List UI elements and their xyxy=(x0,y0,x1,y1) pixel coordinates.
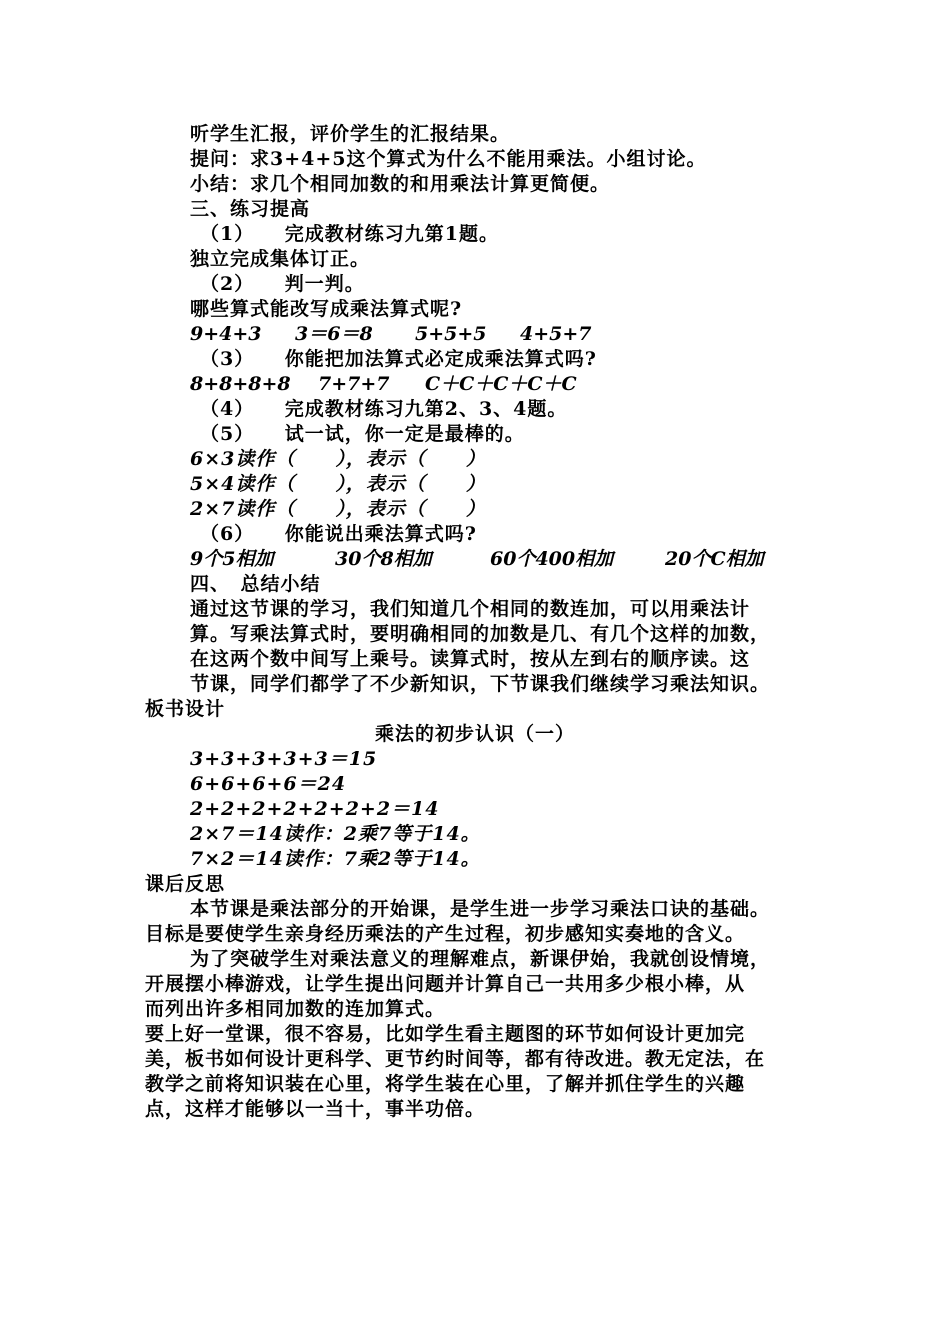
summary-line: 通过这节课的学习，我们知道几个相同的数连加，可以用乘法计 xyxy=(190,598,751,620)
exercise-item: （2） 判一判。 xyxy=(200,273,365,295)
expression: 8+8+8+8 xyxy=(190,373,291,395)
reflection-line: 点，这样才能够以一当十，事半功倍。 xyxy=(145,1098,486,1120)
reflection-line: 本节课是乘法部分的开始课，是学生进一步学习乘法口诀的基础。 xyxy=(190,898,771,920)
board-item: 2+2+2+2+2+2+2＝14 xyxy=(190,798,440,820)
text-line: 独立完成集体订正。 xyxy=(190,248,371,270)
reflection-line: 开展摆小棒游戏，让学生提出问题并计算自己一共用多少根小棒，从 xyxy=(145,973,746,995)
expression: 9个5相加 xyxy=(190,548,274,570)
fill-blank-line: 6×3读作（ ），表示（ ） xyxy=(190,448,486,470)
expression-row xyxy=(0,547,950,572)
summary-line: 节课，同学们都学了不少新知识，下节课我们继续学习乘法知识。 xyxy=(190,673,771,695)
text-line: 哪些算式能改写成乘法算式呢? xyxy=(190,298,463,320)
section-heading: 四、 总结小结 xyxy=(190,573,321,595)
expression: 9+4+3 xyxy=(190,323,262,345)
expression: C＋C＋C＋C＋C xyxy=(425,373,577,395)
section-heading: 三、练习提高 xyxy=(190,198,311,220)
fill-blank-line: 2×7读作（ ），表示（ ） xyxy=(190,498,486,520)
reflection-line: 为了突破学生对乘法意义的理解难点，新课伊始，我就创设情境， xyxy=(190,948,771,970)
exercise-item: （4） 完成教材练习九第2、3、4题。 xyxy=(200,398,568,420)
board-item: 2×7＝14读作：2乘7等于14。 xyxy=(190,823,481,845)
board-title: 乘法的初步认识（一） xyxy=(374,723,575,745)
exercise-item: （1） 完成教材练习九第1题。 xyxy=(200,223,499,245)
expression: 4+5+7 xyxy=(520,323,592,345)
exercise-item: （5） 试一试，你一定是最棒的。 xyxy=(200,423,525,445)
expression: 20个C相加 xyxy=(665,548,764,570)
expression-row xyxy=(0,322,950,347)
reflection-line: 教学之前将知识装在心里，将学生装在心里，了解并抓住学生的兴趣 xyxy=(145,1073,746,1095)
board-heading: 板书设计 xyxy=(145,698,226,720)
text-line: 小结：求几个相同加数的和用乘法计算更简便。 xyxy=(190,173,611,195)
exercise-item: （3） 你能把加法算式必定成乘法算式吗? xyxy=(200,348,597,370)
summary-line: 在这两个数中间写上乘号。读算式时，按从左到右的顺序读。这 xyxy=(190,648,751,670)
text-line: 听学生汇报，评价学生的汇报结果。 xyxy=(190,123,511,145)
reflection-line: 美，板书如何设计更科学、更节约时间等，都有待改进。教无定法，在 xyxy=(145,1048,766,1070)
board-item: 3+3+3+3+3＝15 xyxy=(190,748,378,770)
exercise-item: （6） 你能说出乘法算式吗? xyxy=(200,523,477,545)
board-item: 7×2＝14读作：7乘2等于14。 xyxy=(190,848,481,870)
summary-line: 算。写乘法算式时，要明确相同的加数是几、有几个这样的加数， xyxy=(190,623,771,645)
expression: 60个400相加 xyxy=(490,548,614,570)
reflection-line: 要上好一堂课，很不容易，比如学生看主题图的环节如何设计更加完 xyxy=(145,1023,746,1045)
expression: 5+5+5 xyxy=(415,323,487,345)
expression: 3＝6＝8 xyxy=(295,323,373,345)
board-item: 6+6+6+6＝24 xyxy=(190,773,347,795)
expression: 30个8相加 xyxy=(335,548,432,570)
text-line: 提问：求3+4+5这个算式为什么不能用乘法。小组讨论。 xyxy=(190,148,707,170)
fill-blank-line: 5×4读作（ ），表示（ ） xyxy=(190,473,486,495)
reflection-line: 而列出许多相同加数的连加算式。 xyxy=(145,998,446,1020)
reflection-heading: 课后反思 xyxy=(145,873,226,895)
expression: 7+7+7 xyxy=(318,373,390,395)
reflection-line: 目标是要使学生亲身经历乘法的产生过程，初步感知实奏地的含义。 xyxy=(145,923,746,945)
expression-row xyxy=(0,372,950,397)
